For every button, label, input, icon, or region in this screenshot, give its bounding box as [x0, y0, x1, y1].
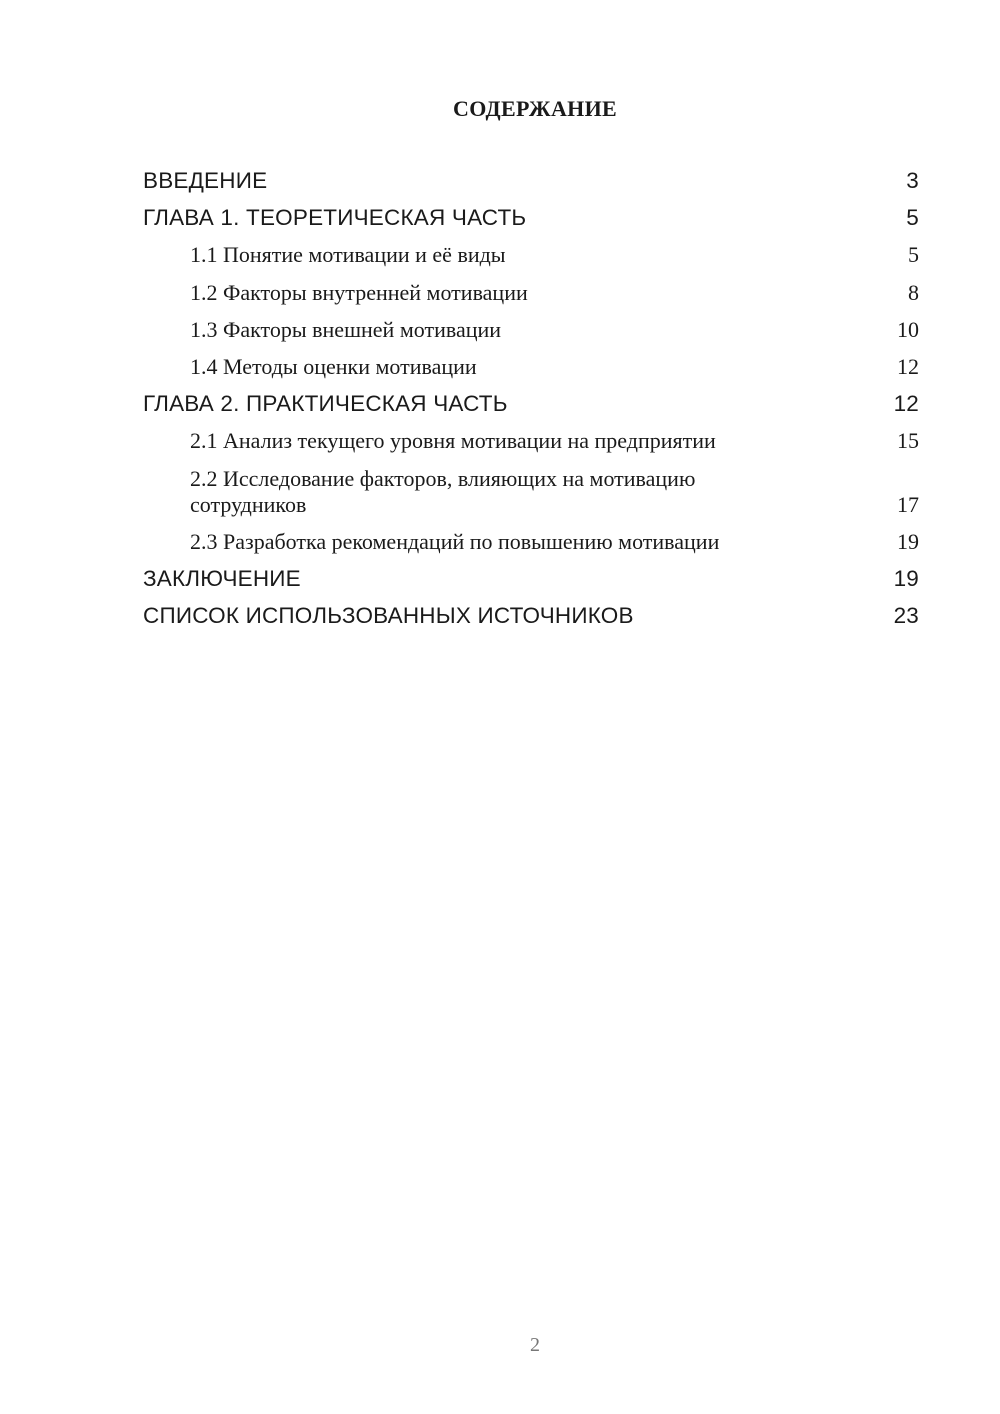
toc-entry	[143, 529, 919, 555]
toc-entry-page: 23	[893, 603, 919, 629]
toc-entry	[143, 466, 919, 518]
toc-entry-label: 2.3 Разработка рекомендаций по повышению мотивации	[190, 528, 720, 554]
toc-entry-label: ВВЕДЕНИЕ	[143, 168, 268, 193]
page-number: 2	[530, 1334, 540, 1356]
toc-entry	[143, 280, 919, 306]
toc-entry-page: 8	[908, 279, 919, 305]
toc-entry	[143, 603, 919, 629]
toc-entry-page: 10	[897, 316, 919, 342]
toc-entry-page: 5	[908, 242, 919, 268]
toc-entry	[143, 168, 919, 194]
toc-entry-page: 3	[906, 168, 919, 193]
toc-entry-page: 12	[893, 391, 919, 417]
toc-entry-label: 1.1 Понятие мотивации и её виды	[190, 242, 506, 268]
toc-entry-label: ЗАКЛЮЧЕНИЕ	[143, 565, 301, 591]
toc-entry-label: 2.2 Исследование факторов, влияющих на мотивацию сотрудников	[190, 465, 696, 517]
toc-entry-label: 2.1 Анализ текущего уровня мотивации на предприятии	[190, 428, 716, 454]
toc-entry	[143, 242, 919, 268]
toc-entry	[143, 317, 919, 343]
toc-entry-page: 19	[897, 528, 919, 554]
toc-entry-label: 1.3 Факторы внешней мотивации	[190, 316, 502, 342]
toc-entry	[143, 566, 919, 592]
table-of-contents	[143, 168, 919, 640]
toc-entry-label: СПИСОК ИСПОЛЬЗОВАННЫХ ИСТОЧНИКОВ	[143, 603, 634, 629]
toc-title: СОДЕРЖАНИЕ	[453, 96, 617, 121]
toc-entry-label: ГЛАВА 2. ПРАКТИЧЕСКАЯ ЧАСТЬ	[143, 391, 508, 417]
toc-entry-page: 17	[897, 491, 919, 517]
toc-entry-label: 1.2 Факторы внутренней мотивации	[190, 279, 528, 305]
toc-entry-page: 12	[897, 353, 919, 379]
toc-entry-page: 19	[893, 565, 919, 591]
toc-entry	[143, 428, 919, 454]
toc-entry	[143, 205, 919, 231]
toc-entry-page: 5	[906, 205, 919, 231]
toc-entry	[143, 391, 919, 417]
toc-entry-page: 15	[897, 428, 919, 454]
toc-entry	[143, 354, 919, 380]
toc-entry-label: ГЛАВА 1. ТЕОРЕТИЧЕСКАЯ ЧАСТЬ	[143, 205, 527, 231]
toc-entry-label: 1.4 Методы оценки мотивации	[190, 353, 477, 379]
